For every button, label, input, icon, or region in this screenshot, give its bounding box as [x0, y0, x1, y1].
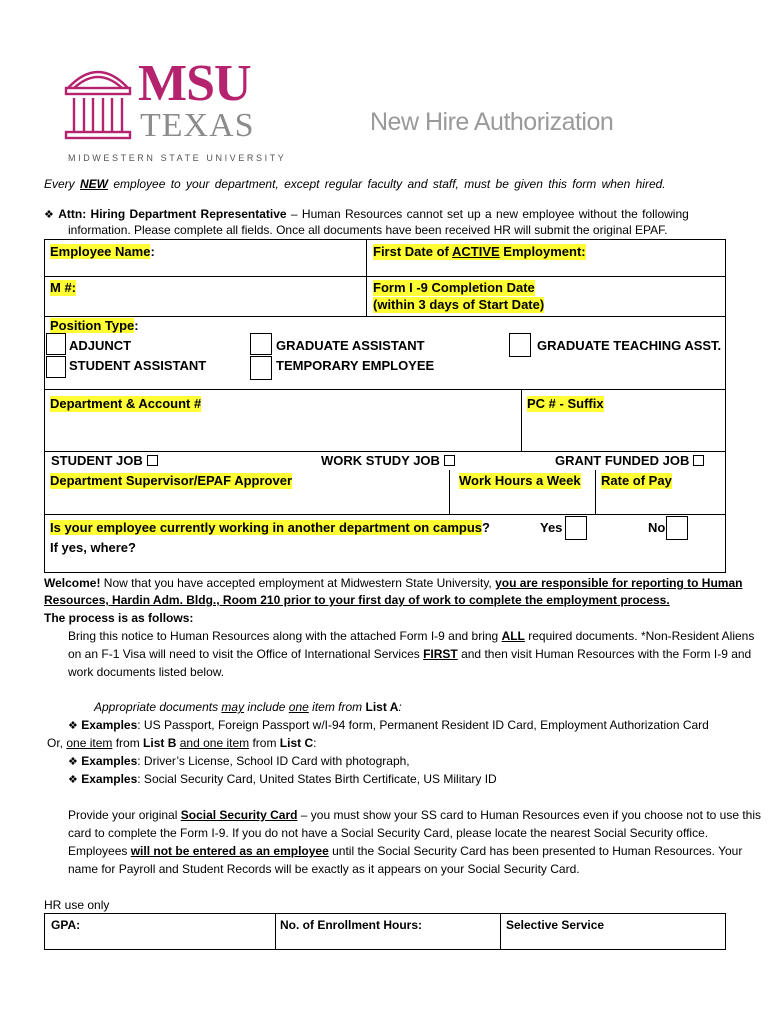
gpa-field[interactable]: GPA:: [51, 918, 81, 932]
examples-list-b: ❖ Examples: Driver’s License, School ID Card with photograph,: [68, 754, 410, 768]
appropriate-docs-line: Appropriate documents may include one item from List A:: [94, 700, 402, 714]
work-hours-label: Work Hours a Week: [459, 473, 581, 488]
bring-line-3: work documents listed below.: [68, 665, 225, 679]
ssc-line-3: Employees will not be entered as an employee until the Social Security Card has been presented to Human Resources. Your: [68, 844, 743, 858]
option-temporary-employee: TEMPORARY EMPLOYEE: [276, 358, 435, 373]
diamond-bullet-icon: ❖: [44, 209, 54, 221]
process-heading: The process is as follows:: [44, 611, 194, 625]
checkbox-temporary-employee[interactable]: [250, 356, 272, 380]
attn-line-2: information. Please complete all fields. Once all documents have been received HR will submit the original EPAF.: [68, 223, 668, 237]
checkbox-graduate-assistant[interactable]: [250, 333, 272, 355]
i9-date-label: Form I -9 Completion Date: [373, 280, 535, 295]
attn-text-1: – Human Resources cannot set up a new employee without the following: [286, 207, 689, 221]
diamond-bullet-icon: ❖: [68, 774, 78, 786]
intro-text-b: employee to your department, except regular faculty and staff, must be given this form when hired.: [108, 177, 666, 191]
logo-tagline: MIDWESTERN STATE UNIVERSITY: [68, 153, 287, 163]
if-yes-label: If yes, where?: [50, 540, 136, 555]
option-adjunct: ADJUNCT: [69, 338, 132, 353]
yes-checkbox[interactable]: [565, 516, 587, 540]
work-study-option[interactable]: WORK STUDY JOB: [321, 453, 455, 469]
supervisor-label: Department Supervisor/EPAF Approver: [50, 473, 292, 488]
building-icon: [62, 60, 134, 144]
page-title: New Hire Authorization: [370, 108, 614, 136]
intro-new: NEW: [80, 177, 109, 191]
first-date-label: First Date of ACTIVE Employment:: [373, 244, 586, 259]
ssc-line-1: Provide your original Social Security Card – you must show your SS card to Human Resources even if you choose not to use this: [68, 808, 762, 822]
position-type-label: Position Type:: [50, 318, 139, 333]
hr-use-label: HR use only: [44, 898, 110, 912]
enrollment-hours-field[interactable]: No. of Enrollment Hours:: [280, 918, 422, 932]
logo-msu: MSU: [138, 55, 251, 112]
pc-suffix-label: PC # - Suffix: [527, 396, 604, 411]
i9-date-sublabel: (within 3 days of Start Date): [373, 297, 545, 312]
m-number-label: M #:: [50, 280, 76, 295]
attn-label: Attn: Hiring Department Representative: [58, 207, 287, 221]
intro-line: [44, 176, 666, 192]
no-label: No: [648, 520, 666, 535]
or-list-b-c-line: Or, one item from List B and one item from List C:: [47, 736, 317, 750]
intro-text-a: Every: [44, 177, 81, 191]
grant-funded-checkbox[interactable]: [693, 455, 704, 466]
checkbox-graduate-teaching-asst[interactable]: [509, 333, 531, 357]
examples-list-a: ❖ Examples: US Passport, Foreign Passport w/I-94 form, Permanent Resident ID Card, Employment Authorization Card: [68, 718, 709, 732]
no-checkbox[interactable]: [666, 516, 688, 540]
rate-of-pay-label: Rate of Pay: [601, 473, 672, 488]
option-student-assistant: STUDENT ASSISTANT: [69, 358, 207, 373]
employee-name-label: Employee Name:: [50, 244, 155, 259]
student-job-checkbox[interactable]: [147, 455, 158, 466]
msu-logo: [62, 55, 287, 166]
ssc-line-4: name for Payroll and Student Records will be exactly as it appears on your Social Security Card.: [68, 862, 580, 876]
other-dept-question: Is your employee currently working in another department on campus?: [50, 520, 490, 535]
yes-label: Yes: [540, 520, 563, 535]
student-job-option[interactable]: STUDENT JOB: [51, 453, 158, 469]
option-graduate-teaching-asst: GRADUATE TEACHING ASST.: [537, 338, 722, 353]
ssc-line-2: card to complete the Form I-9. If you do not have a Social Security Card, please locate the nearest Social Security office.: [68, 826, 709, 840]
examples-list-c: ❖ Examples: Social Security Card, United States Birth Certificate, US Military ID: [68, 772, 497, 786]
selective-service-field[interactable]: Selective Service: [506, 918, 605, 932]
attn-line: [44, 206, 689, 223]
diamond-bullet-icon: ❖: [68, 720, 78, 732]
logo-texas: TEXAS: [140, 107, 255, 144]
work-study-checkbox[interactable]: [444, 455, 455, 466]
welcome-line-1: Welcome! Now that you have accepted employment at Midwestern State University, you are responsible for reporting to Human: [44, 576, 743, 590]
welcome-line-2: Resources, Hardin Adm. Bldg., Room 210 prior to your first day of work to complete the employment process.: [44, 593, 670, 607]
grant-funded-option[interactable]: GRANT FUNDED JOB: [555, 453, 704, 469]
checkbox-adjunct[interactable]: [46, 333, 66, 355]
department-account-label: Department & Account #: [50, 396, 202, 411]
diamond-bullet-icon: ❖: [68, 756, 78, 768]
bring-line-2: on an F-1 Visa will need to visit the Office of International Services FIRST and then visit Human Resources with the Form I-9 and: [68, 647, 752, 661]
bring-line-1: Bring this notice to Human Resources along with the attached Form I-9 and bring ALL required documents. *Non-Resident Aliens: [68, 629, 755, 643]
option-graduate-assistant: GRADUATE ASSISTANT: [276, 338, 425, 353]
checkbox-student-assistant[interactable]: [46, 356, 66, 378]
